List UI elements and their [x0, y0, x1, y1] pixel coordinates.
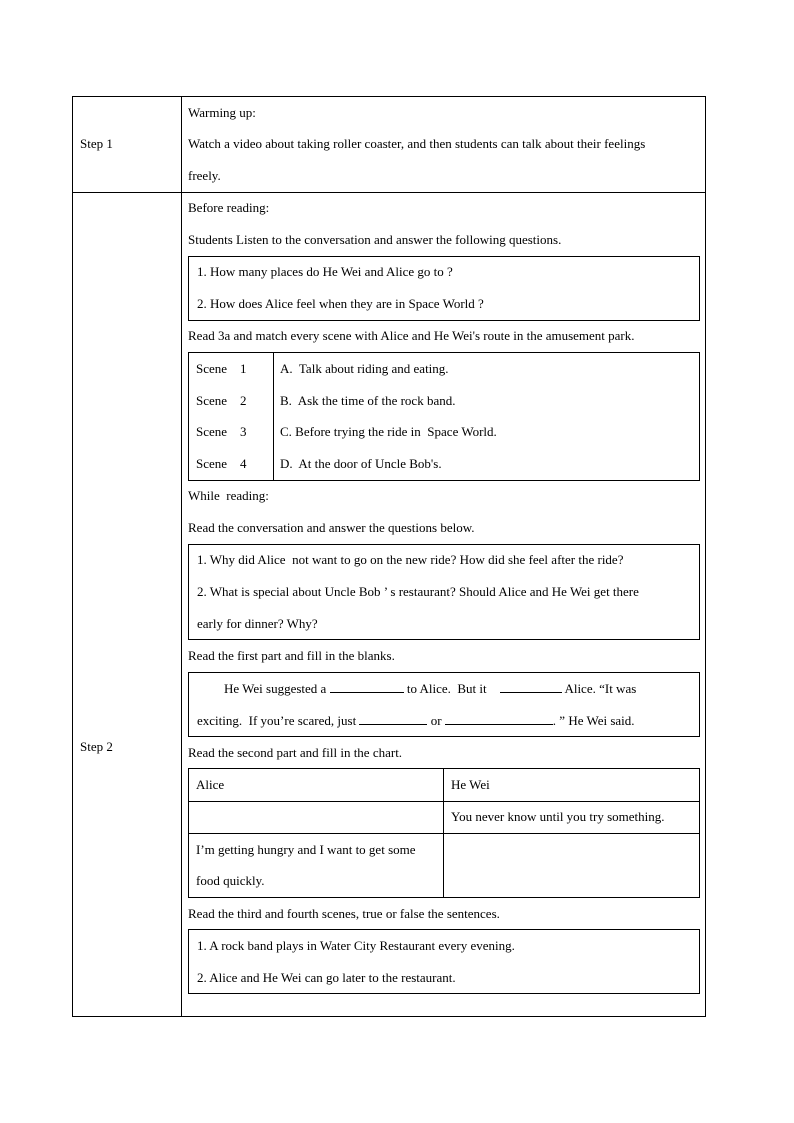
chart-alice-line1: I’m getting hungry and I want to get some — [196, 842, 416, 857]
fill-text-d: exciting. If you’re scared, just — [197, 713, 357, 728]
answer-blank[interactable] — [330, 680, 404, 693]
fill-text-b: to Alice. But it — [406, 681, 487, 696]
step1-label: Step 1 — [80, 136, 113, 151]
chart-empty-cell[interactable] — [444, 834, 699, 897]
while-question-1: 1. Why did Alice not want to go on the new ride? How did she feel after the ride? — [197, 552, 624, 567]
before-reading-title: Before reading: — [188, 200, 270, 215]
scene-desc: C. Before trying the ride in Space World. — [280, 424, 497, 439]
while-question-2-line1: 2. What is special about Uncle Bob ’ s restaurant? Should Alice and He Wei get there — [197, 584, 639, 599]
fill-text-e: or — [430, 713, 442, 728]
tf-instruction: Read the third and fourth scenes, true or false the sentences. — [188, 906, 500, 921]
while-question-2-line2: early for dinner? Why? — [197, 616, 318, 631]
chart-hewei-line: You never know until you try something. — [451, 809, 665, 824]
tf-sentence-2: 2. Alice and He Wei can go later to the restaurant. — [197, 970, 456, 985]
fill-instruction: Read the first part and fill in the blanks. — [188, 648, 395, 663]
fill-line-1 — [224, 680, 636, 697]
fill-text-a: He Wei suggested a — [224, 681, 327, 696]
scene-desc: D. At the door of Uncle Bob's. — [280, 456, 442, 471]
warming-text-line2: freely. — [188, 168, 221, 183]
before-question-2: 2. How does Alice feel when they are in Space World ? — [197, 296, 484, 311]
chart-empty-cell[interactable] — [189, 802, 443, 833]
step2-label: Step 2 — [80, 739, 113, 754]
chart-alice-line2: food quickly. — [196, 873, 265, 888]
warming-text-line1: Watch a video about taking roller coaster, and then students can talk about their feelings — [188, 136, 646, 151]
chart-instruction: Read the second part and fill in the chart. — [188, 745, 403, 760]
while-reading-instruction: Read the conversation and answer the questions below. — [188, 520, 475, 535]
scene-label: Scene 3 — [196, 424, 247, 439]
scene-label: Scene 2 — [196, 393, 247, 408]
answer-blank[interactable] — [500, 680, 562, 693]
scene-label: Scene 1 — [196, 361, 247, 376]
answer-blank[interactable] — [445, 712, 553, 725]
warming-title: Warming up: — [188, 105, 256, 120]
match-instruction: Read 3a and match every scene with Alice and He Wei's route in the amusement park. — [188, 328, 635, 343]
row-divider — [72, 192, 706, 193]
before-reading-instruction: Students Listen to the conversation and answer the following questions. — [188, 232, 562, 247]
column-divider — [181, 96, 182, 1017]
answer-blank[interactable] — [359, 712, 427, 725]
fill-text-f: . ” He Wei said. — [552, 713, 635, 728]
before-question-1: 1. How many places do He Wei and Alice go to ? — [197, 264, 453, 279]
scene-label: Scene 4 — [196, 456, 247, 471]
fill-text-c: Alice. “It was — [564, 681, 637, 696]
fill-line-2 — [197, 712, 635, 729]
tf-sentence-1: 1. A rock band plays in Water City Restaurant every evening. — [197, 938, 515, 953]
scene-desc: A. Talk about riding and eating. — [280, 361, 449, 376]
scene-desc: B. Ask the time of the rock band. — [280, 393, 456, 408]
chart-header-hewei: He Wei — [451, 777, 490, 792]
chart-header-alice: Alice — [196, 777, 225, 792]
scene-divider — [273, 352, 274, 481]
while-reading-title: While reading: — [188, 488, 269, 503]
